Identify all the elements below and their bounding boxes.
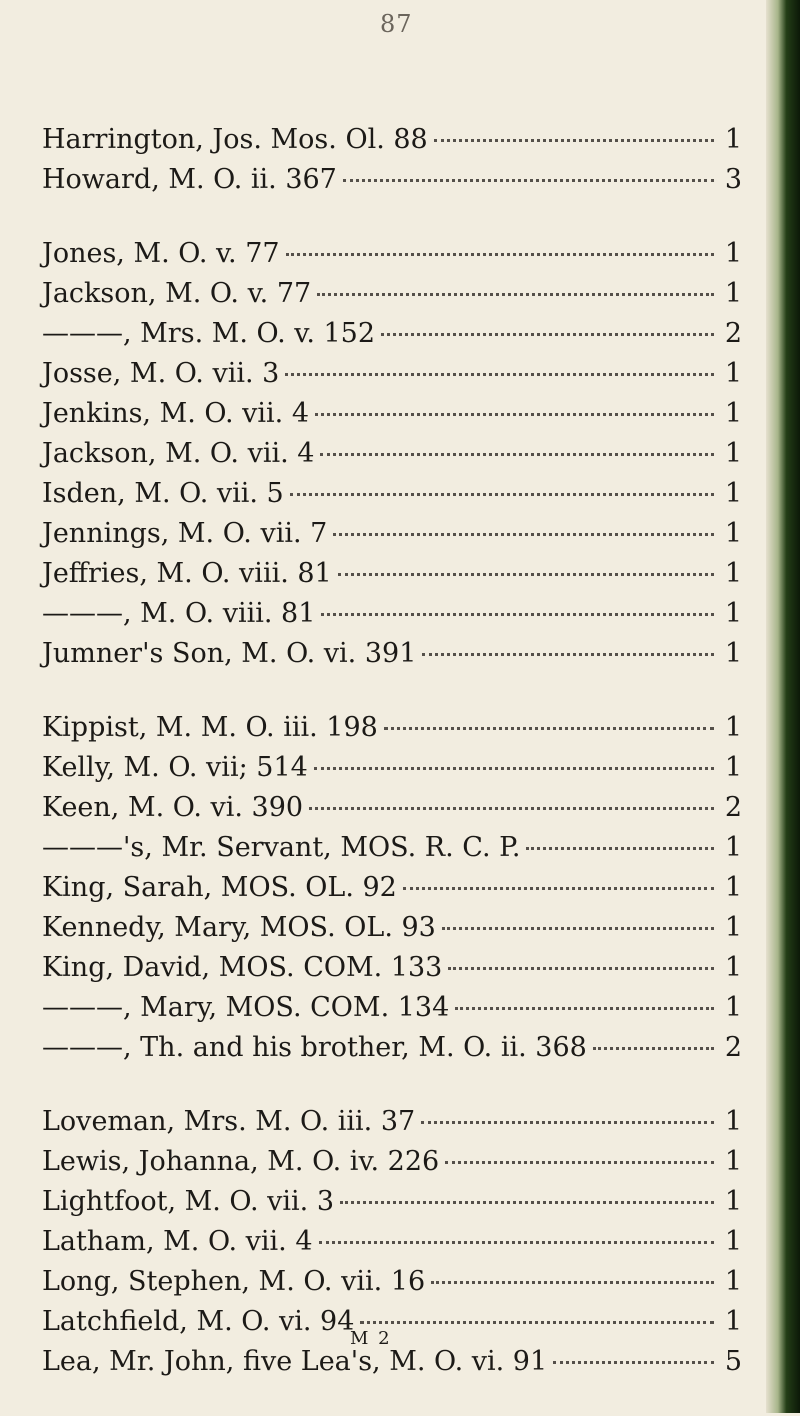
index-entry [42,434,742,474]
entry-count: 1 [724,238,742,269]
index-entry [42,394,742,434]
entry-text: Long, Stephen, M. O. vii. 16 [42,1266,426,1297]
dot-leader [381,333,714,336]
dot-leader [315,413,714,416]
dot-leader [431,1281,714,1284]
dot-leader [320,453,714,456]
index-entry [42,1182,742,1222]
index-entry [42,1342,742,1382]
dot-leader [309,807,714,810]
entry-text: Josse, M. O. vii. 3 [42,358,280,389]
index-entry [42,868,742,908]
entry-text: Lea, Mr. John, five Lea's, M. O. vi. 91 [42,1346,548,1377]
entry-count: 1 [724,1106,742,1137]
dot-leader [333,533,714,536]
entry-text: Kennedy, Mary, MOS. OL. 93 [42,912,436,943]
index-group-k [42,708,742,1068]
entry-text: ———, M. O. viii. 81 [42,598,316,629]
index-entry [42,514,742,554]
entry-text: Jenkins, M. O. vii. 4 [42,398,309,429]
entry-count: 1 [724,1146,742,1177]
entry-text: Kippist, M. M. O. iii. 198 [42,712,378,743]
index-entry [42,234,742,274]
entry-text: ———, Th. and his brother, M. O. ii. 368 [42,1032,587,1063]
dot-leader [319,1241,714,1244]
index-group-h [42,120,742,200]
index-group-l [42,1102,742,1382]
dot-leader [445,1161,714,1164]
index-entry [42,1102,742,1142]
entry-text: Jackson, M. O. v. 77 [42,278,312,309]
entry-count: 1 [724,478,742,509]
entry-text: ———, Mrs. M. O. v. 152 [42,318,376,349]
index-entry [42,828,742,868]
dot-leader [317,293,714,296]
entry-count: 1 [724,1306,742,1337]
index-entry [42,708,742,748]
index-entry [42,1262,742,1302]
entry-count: 1 [724,752,742,783]
entry-text: Lewis, Johanna, M. O. iv. 226 [42,1146,440,1177]
entry-count: 2 [724,792,742,823]
index-list [42,120,742,1416]
entry-count: 1 [724,992,742,1023]
entry-text: Isden, M. O. vii. 5 [42,478,284,509]
entry-count: 1 [724,358,742,389]
entry-count: 5 [724,1346,742,1377]
dot-leader [314,767,714,770]
index-entry [42,748,742,788]
entry-count: 1 [724,1186,742,1217]
entry-text: Latchfield, M. O. vi. 94 [42,1306,355,1337]
entry-count: 2 [724,318,742,349]
entry-count: 1 [724,438,742,469]
entry-count: 1 [724,912,742,943]
entry-count: 3 [724,164,742,195]
entry-count: 1 [724,558,742,589]
entry-text: Howard, M. O. ii. 367 [42,164,337,195]
entry-count: 1 [724,638,742,669]
index-entry [42,120,742,160]
entry-count: 1 [724,398,742,429]
entry-text: Loveman, Mrs. M. O. iii. 37 [42,1106,416,1137]
dot-leader [403,887,714,890]
page-number: 87 [380,10,413,38]
entry-count: 1 [724,1226,742,1257]
index-entry [42,274,742,314]
entry-count: 1 [724,1266,742,1297]
entry-text: King, Sarah, MOS. OL. 92 [42,872,397,903]
entry-count: 1 [724,832,742,863]
dot-leader [448,967,714,970]
entry-text: Jeffries, M. O. viii. 81 [42,558,332,589]
dot-leader [442,927,714,930]
dot-leader [340,1201,714,1204]
entry-count: 1 [724,952,742,983]
entry-count: 1 [724,712,742,743]
entry-count: 1 [724,872,742,903]
dot-leader [455,1007,714,1010]
signature-mark: M 2 [350,1328,392,1349]
dot-leader [338,573,714,576]
entry-count: 2 [724,1032,742,1063]
entry-text: ———, Mary, MOS. COM. 134 [42,992,450,1023]
dot-leader [593,1047,714,1050]
index-entry [42,788,742,828]
entry-count: 1 [724,598,742,629]
dot-leader [422,653,714,656]
index-entry [42,1302,742,1342]
dot-leader [343,179,714,182]
index-entry [42,594,742,634]
dot-leader [384,727,714,730]
index-entry [42,554,742,594]
dot-leader [285,373,714,376]
dot-leader [321,613,714,616]
entry-text: Jackson, M. O. vii. 4 [42,438,315,469]
index-entry [42,160,742,200]
index-entry [42,474,742,514]
dot-leader [526,847,714,850]
entry-text: King, David, MOS. COM. 133 [42,952,443,983]
index-entry [42,1222,742,1262]
entry-count: 1 [724,518,742,549]
index-entry [42,948,742,988]
index-entry [42,1028,742,1068]
entry-text: Jones, M. O. v. 77 [42,238,280,269]
page-edge-shadow [766,0,800,1413]
entry-text: Jennings, M. O. vii. 7 [42,518,328,549]
index-entry [42,314,742,354]
entry-count: 1 [724,124,742,155]
dot-leader [434,139,714,142]
entry-text: Kelly, M. O. vii; 514 [42,752,308,783]
index-entry [42,354,742,394]
entry-count: 1 [724,278,742,309]
index-entry [42,634,742,674]
dot-leader [286,253,714,256]
dot-leader [553,1361,714,1364]
index-group-j [42,234,742,674]
entry-text: Latham, M. O. vii. 4 [42,1226,313,1257]
entry-text: Jumner's Son, M. O. vi. 391 [42,638,417,669]
dot-leader [360,1321,714,1324]
entry-text: ———'s, Mr. Servant, MOS. R. C. P. [42,832,521,863]
entry-text: Harrington, Jos. Mos. Ol. 88 [42,124,428,155]
dot-leader [421,1121,714,1124]
entry-text: Keen, M. O. vi. 390 [42,792,304,823]
entry-text: Lightfoot, M. O. vii. 3 [42,1186,335,1217]
dot-leader [290,493,714,496]
index-entry [42,988,742,1028]
index-entry [42,908,742,948]
index-entry [42,1142,742,1182]
